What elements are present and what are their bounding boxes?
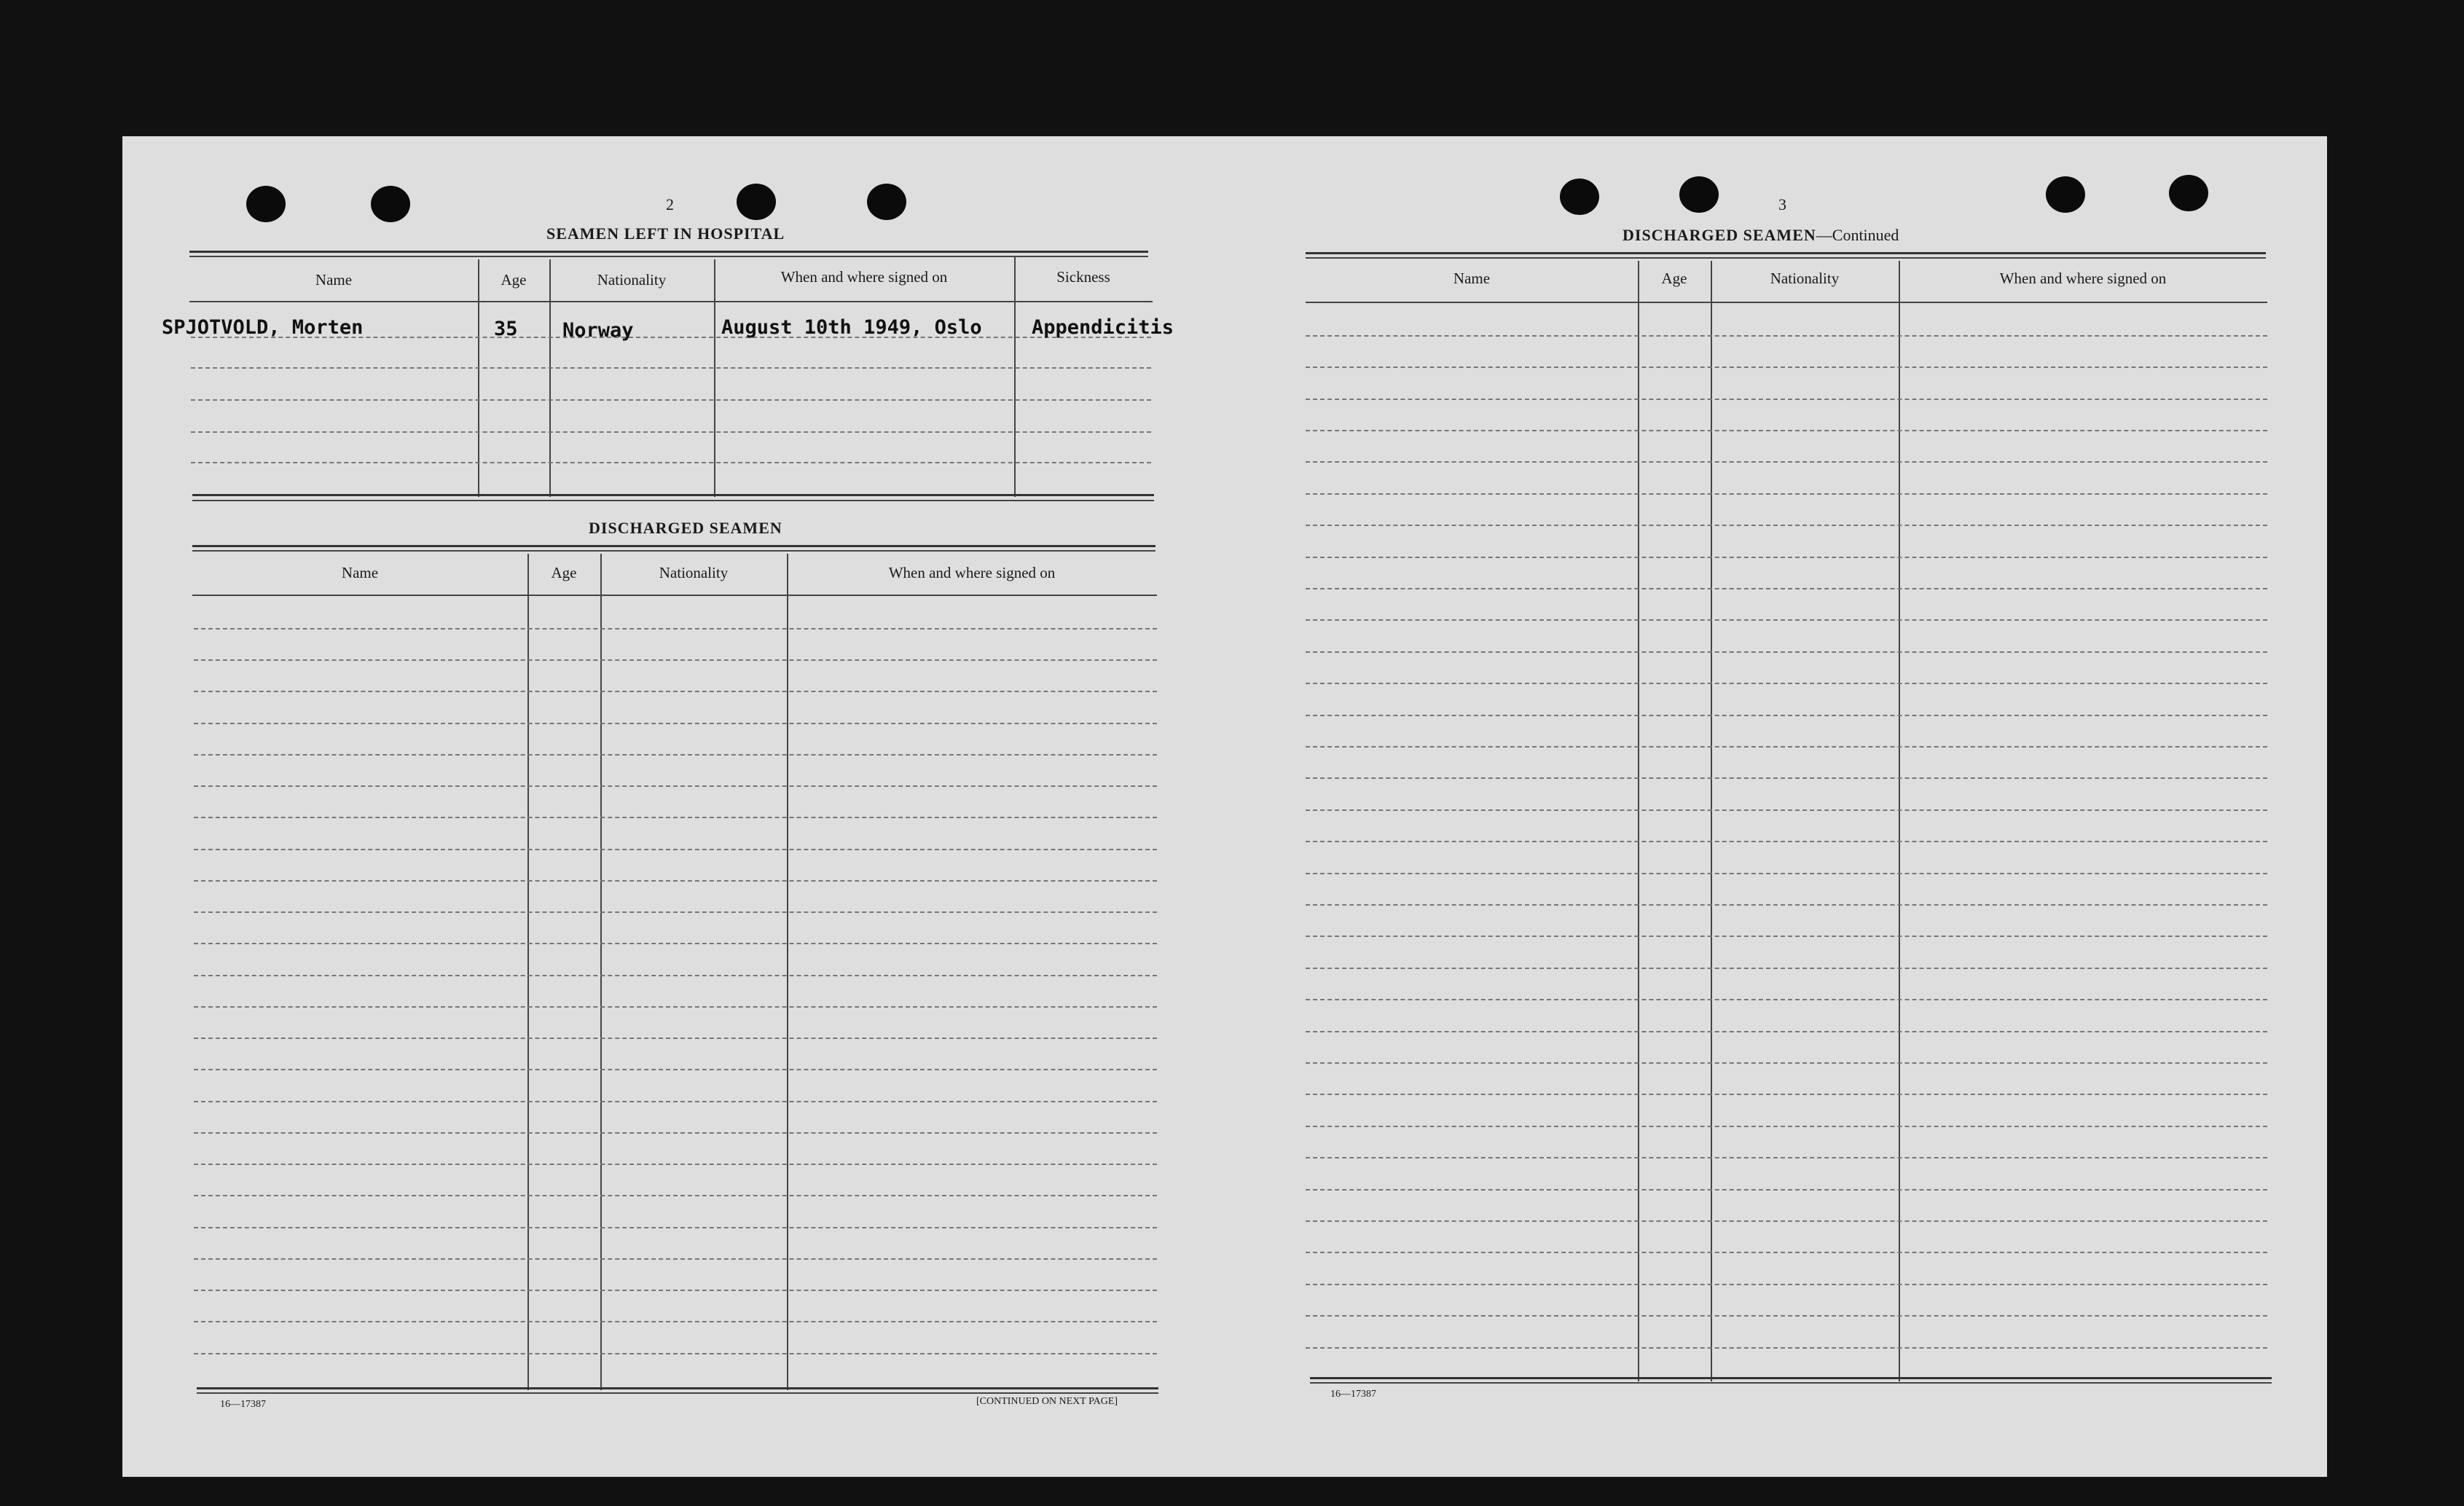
entry-signed-on: August 10th 1949, Oslo [721, 316, 982, 339]
row-line [1306, 1031, 2267, 1032]
continued-note: [CONTINUED ON NEXT PAGE] [976, 1396, 1118, 1407]
column-divider [600, 554, 602, 1390]
col-header-sickness: Sickness [1056, 268, 1110, 286]
table-top-rule [189, 251, 1148, 253]
row-line [194, 785, 1157, 787]
row-line [1306, 1189, 2267, 1191]
row-line [1306, 1252, 2267, 1253]
row-line [194, 880, 1157, 882]
row-line [1306, 1126, 2267, 1127]
row-line [191, 367, 1151, 369]
column-divider [787, 554, 788, 1390]
col-header-name: Name [315, 271, 353, 289]
row-line [194, 1290, 1157, 1291]
column-divider [1014, 256, 1016, 497]
row-line [194, 817, 1157, 818]
row-line [1306, 1315, 2267, 1317]
column-divider [1711, 261, 1712, 1381]
row-line [194, 754, 1157, 756]
table-top-rule [192, 550, 1156, 552]
hospital-section-title: SEAMEN LEFT IN HOSPITAL [546, 224, 785, 243]
row-line [194, 1164, 1157, 1165]
row-line [1306, 619, 2267, 621]
punch-hole [2046, 176, 2085, 213]
row-line [1306, 1062, 2267, 1064]
row-line [1306, 366, 2267, 368]
row-line [194, 1069, 1157, 1070]
row-line [194, 1101, 1157, 1102]
entry-sickness: Appendicitis [1032, 316, 1174, 339]
page-number-right: 3 [1778, 195, 1786, 213]
row-line [194, 659, 1157, 661]
row-line [191, 431, 1151, 433]
row-line [1306, 873, 2267, 874]
row-line [1306, 904, 2267, 906]
row-line [1306, 683, 2267, 684]
header-underline [192, 595, 1157, 596]
row-line [191, 399, 1151, 401]
row-line [1306, 1220, 2267, 1222]
row-line [1306, 1347, 2267, 1349]
col-header-age: Age [501, 271, 527, 289]
punch-hole [1679, 176, 1719, 213]
row-line [1306, 335, 2267, 337]
table-bottom-rule [197, 1392, 1158, 1394]
row-line [1306, 430, 2267, 431]
col-header-name: Name [1453, 270, 1491, 287]
row-line [1306, 557, 2267, 558]
form-number: 16—17387 [1330, 1389, 1376, 1400]
row-line [194, 1321, 1157, 1322]
col-header-signed-on: When and where signed on [780, 268, 948, 286]
row-line [1306, 809, 2267, 811]
row-line [1306, 493, 2267, 495]
table-top-rule [1306, 257, 2266, 259]
row-line [1306, 1284, 2267, 1285]
row-line [1306, 461, 2267, 463]
punch-hole [2169, 175, 2208, 211]
row-line [194, 911, 1157, 913]
form-number: 16—17387 [220, 1399, 266, 1410]
column-divider [1638, 261, 1639, 1381]
row-line [1306, 841, 2267, 842]
table-top-rule [192, 545, 1156, 547]
row-line [194, 723, 1157, 724]
row-line [194, 975, 1157, 976]
row-line [194, 1132, 1157, 1134]
table-bottom-rule [197, 1387, 1158, 1389]
discharged-section-title: DISCHARGED SEAMEN [589, 519, 782, 537]
entry-age: 35 [494, 318, 518, 340]
punch-hole [371, 186, 410, 222]
row-line [194, 1006, 1157, 1008]
row-line [194, 628, 1157, 630]
punch-hole [1560, 179, 1599, 215]
table-bottom-rule [192, 494, 1154, 496]
table-bottom-rule [1310, 1377, 2272, 1379]
row-line [194, 1038, 1157, 1039]
punch-hole [737, 184, 776, 220]
row-line [1306, 399, 2267, 400]
entry-name: SPJOTVOLD, Morten [162, 316, 364, 339]
row-line [1306, 1157, 2267, 1158]
row-line [1306, 777, 2267, 779]
column-divider [527, 554, 529, 1390]
row-line [1306, 999, 2267, 1000]
row-line [1306, 936, 2267, 937]
row-line [194, 1258, 1157, 1260]
table-bottom-rule [1310, 1382, 2272, 1384]
header-underline [189, 301, 1153, 302]
row-line [1306, 746, 2267, 748]
col-header-age: Age [1661, 270, 1687, 287]
punch-hole [867, 184, 906, 220]
row-line [1306, 968, 2267, 969]
row-line [1306, 715, 2267, 716]
page-number-left: 2 [666, 195, 674, 213]
entry-nationality: Norway [562, 319, 634, 342]
row-line [194, 1353, 1157, 1354]
col-header-age: Age [551, 564, 577, 581]
table-bottom-rule [192, 500, 1154, 501]
col-header-nationality: Nationality [597, 271, 667, 289]
header-underline [1306, 302, 2267, 303]
col-header-signed-on: When and where signed on [1999, 270, 2167, 287]
row-line [1306, 588, 2267, 589]
discharged-continued-title [1623, 226, 1899, 245]
row-line [191, 462, 1151, 463]
column-divider [1899, 261, 1900, 1381]
row-line [194, 943, 1157, 944]
section-title-text: DISCHARGED SEAMEN [1623, 226, 1816, 244]
row-line [194, 1195, 1157, 1196]
punch-hole [246, 186, 286, 222]
row-line [1306, 651, 2267, 653]
row-line [1306, 1094, 2267, 1095]
table-top-rule [1306, 252, 2266, 254]
row-line [1306, 525, 2267, 526]
col-header-signed-on: When and where signed on [888, 564, 1056, 581]
col-header-name: Name [341, 564, 379, 581]
row-line [194, 849, 1157, 850]
row-line [194, 691, 1157, 692]
col-header-nationality: Nationality [659, 564, 729, 581]
continued-suffix: —Continued [1816, 226, 1899, 244]
col-header-nationality: Nationality [1770, 270, 1840, 287]
table-top-rule [189, 256, 1148, 257]
row-line [194, 1227, 1157, 1228]
